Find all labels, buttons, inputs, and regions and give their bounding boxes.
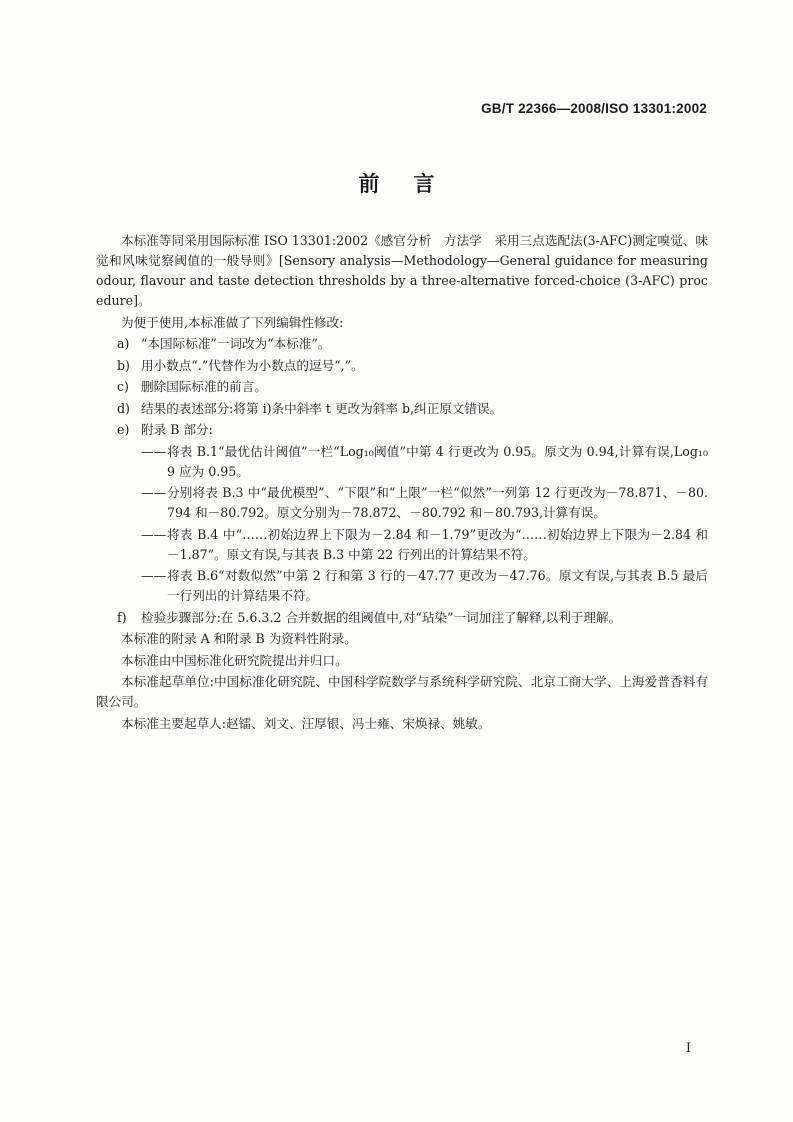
sub-item-text: 将表 B.6“对数似然”中第 2 行和第 3 行的－47.77 更改为－47.76。原文有误,与其表 B.5 最后一行列出的计算结果不符。 [167, 568, 708, 603]
list-item-b [96, 356, 708, 376]
list-item-c [96, 377, 708, 397]
proposer-note: 本标准由中国标准化研究院提出并归口。 [121, 652, 348, 668]
dash-marker: —— [141, 568, 167, 583]
list-item-text: “本国际标准”一词改为“本标准”。 [141, 336, 331, 351]
list-item-text: 结果的表述部分:将第 i)条中斜率 t 更改为斜率 b,纠正原文错误。 [141, 400, 503, 416]
drafters: 本标准主要起草人:赵镭、刘文、汪厚银、冯士雍、宋焕禄、姚敏。 [121, 715, 491, 731]
list-item-text: 检验步骤部分:在 5.6.3.2 合并数据的组阈值中,对“玷染”一词加注了解释,以利于理解。 [141, 609, 622, 625]
sub-item-4 [96, 566, 708, 606]
page-number: I [685, 1041, 691, 1056]
list-item-a [96, 334, 708, 354]
intro-paragraph: 本标准等同采用国际标准 ISO 13301:2002《感官分析 方法学 采用三点选配法(3-AFC)测定嗅觉、味觉和风味觉察阈值的一般导则》[Sensory analysis—Methodology—General guidance for measuring odour, flavour and taste detection thresholds by a three-alternative forced-choice (3-AFC) procedure]。 [96, 233, 708, 308]
list-marker: a) [117, 336, 130, 351]
list-item-text: 用小数点“.”代替作为小数点的逗号“,”。 [141, 357, 364, 373]
list-item-e [96, 420, 708, 440]
list-item-text: 删除国际标准的前言。 [141, 379, 267, 394]
list-marker: d) [117, 400, 130, 416]
sub-item-text: 将表 B.1“最优估计阈值”一栏“Log₁₀阈值”中第 4 行更改为 0.95。原文为 0.94,计算有误,Log₁₀9 应为 0.95。 [167, 443, 708, 479]
dash-marker: —— [141, 526, 167, 542]
sub-item-3 [96, 525, 708, 565]
sub-item-2 [96, 483, 708, 523]
sub-item-text: 分别将表 B.3 中“最优模型”、“下限”和“上限”一栏“似然”一列第 12 行更改为－78.871、－80.794 和－80.792。原文分别为－78.872、－80.792 和－80.793,计算有误。 [167, 485, 708, 520]
sub-item-text: 将表 B.4 中“……初始边界上下限为－2.84 和－1.79”更改为“……初始边界上下限为－2.84 和－1.87”。原文有误,与其表 B.3 中第 22 行列出的计算结果不符。 [167, 526, 708, 562]
list-marker: c) [117, 379, 129, 394]
page-title: 前言 [358, 172, 469, 196]
dash-marker: —— [141, 485, 167, 500]
list-marker: e) [117, 422, 130, 437]
list-item-f [96, 608, 708, 628]
standard-code: GB/T 22366—2008/ISO 13301:2002 [481, 101, 707, 116]
drafting-units: 本标准起草单位:中国标准化研究院、中国科学院数学与系统科学研究院、北京工商大学、上海爱普香料有限公司。 [96, 674, 708, 709]
list-item-text: 附录 B 部分: [141, 422, 213, 437]
edit-intro-paragraph: 为便于使用,本标准做了下列编辑性修改: [121, 314, 344, 330]
foreword-body [96, 231, 708, 735]
dash-marker: —— [141, 443, 167, 459]
annex-note: 本标准的附录 A 和附录 B 为资料性附录。 [121, 631, 357, 646]
list-item-d [96, 399, 708, 419]
sub-item-1 [96, 442, 708, 482]
list-marker: b) [117, 357, 130, 373]
list-marker: f) [117, 609, 127, 625]
